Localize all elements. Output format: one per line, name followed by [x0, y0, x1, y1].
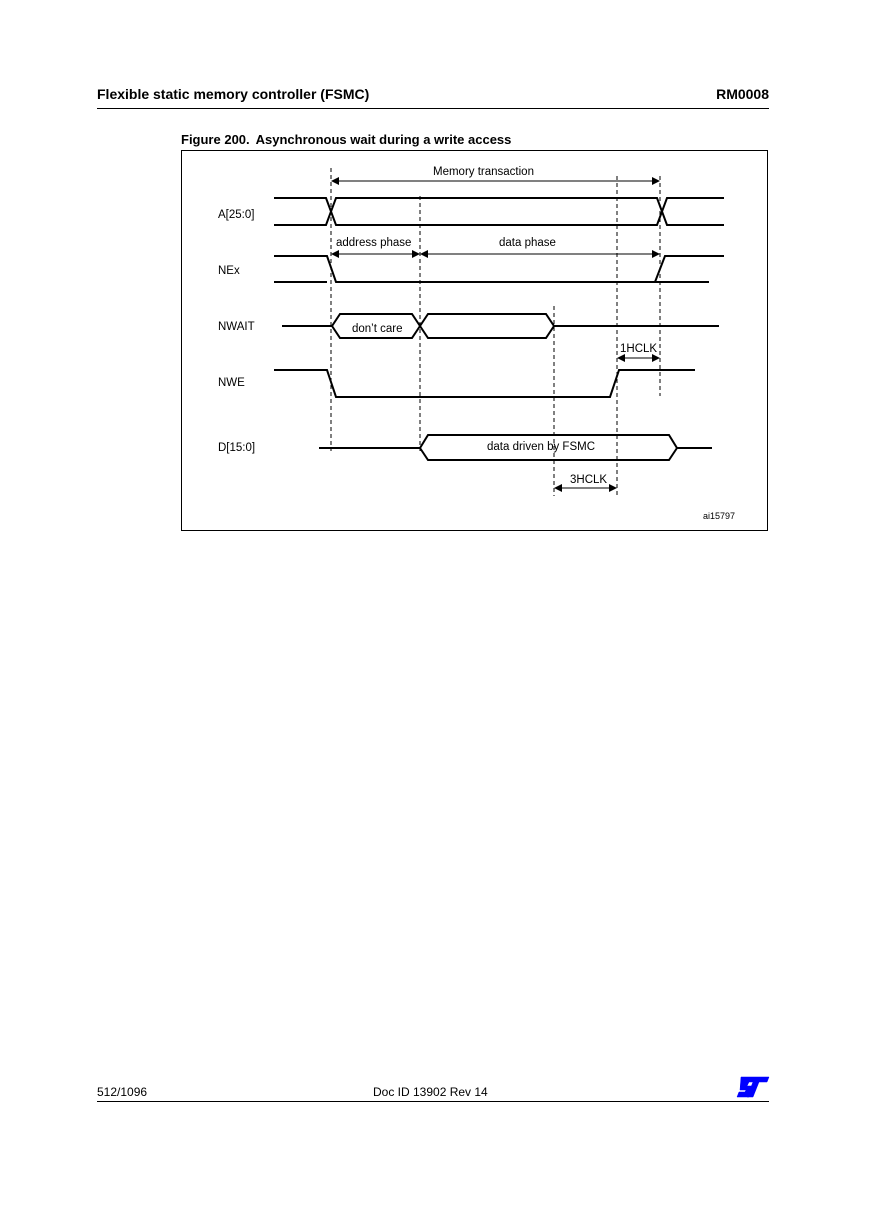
signal-label-nwe: NWE [218, 377, 245, 389]
data-driven-label: data driven by FSMC [487, 441, 596, 453]
header-rule [97, 108, 769, 109]
memory-transaction-label: Memory transaction [433, 166, 534, 178]
nwe-wave [274, 370, 695, 397]
three-hclk-label: 3HCLK [570, 474, 608, 486]
one-hclk-label: 1HCLK [620, 343, 658, 355]
address-bus-wave [274, 198, 724, 225]
footer-page-number: 512/1096 [97, 1085, 148, 1099]
figure-title: Asynchronous wait during a write access [255, 132, 512, 147]
signal-label-address: A[25:0] [218, 209, 255, 221]
nwait-wave [282, 314, 719, 338]
header-doc-code: RM0008 [716, 86, 769, 102]
header-title: Flexible static memory controller (FSMC) [97, 86, 370, 102]
footer-doc-id: Doc ID 13902 Rev 14 [373, 1085, 488, 1099]
timing-diagram [181, 150, 768, 531]
st-logo-icon [736, 1076, 770, 1098]
nex-wave [274, 256, 724, 282]
signal-label-nwait: NWAIT [218, 321, 255, 333]
figure-caption [181, 132, 511, 147]
footer-rule [97, 1101, 769, 1102]
figure-id: ai15797 [703, 511, 736, 521]
timing-diagram-svg [182, 151, 769, 532]
dont-care-label: don’t care [352, 323, 403, 335]
data-phase-label: data phase [499, 237, 556, 249]
address-phase-label: address phase [336, 237, 412, 249]
signal-label-nex: NEx [218, 265, 240, 277]
figure-number: Figure 200. [181, 132, 250, 147]
signal-label-data: D[15:0] [218, 442, 256, 454]
